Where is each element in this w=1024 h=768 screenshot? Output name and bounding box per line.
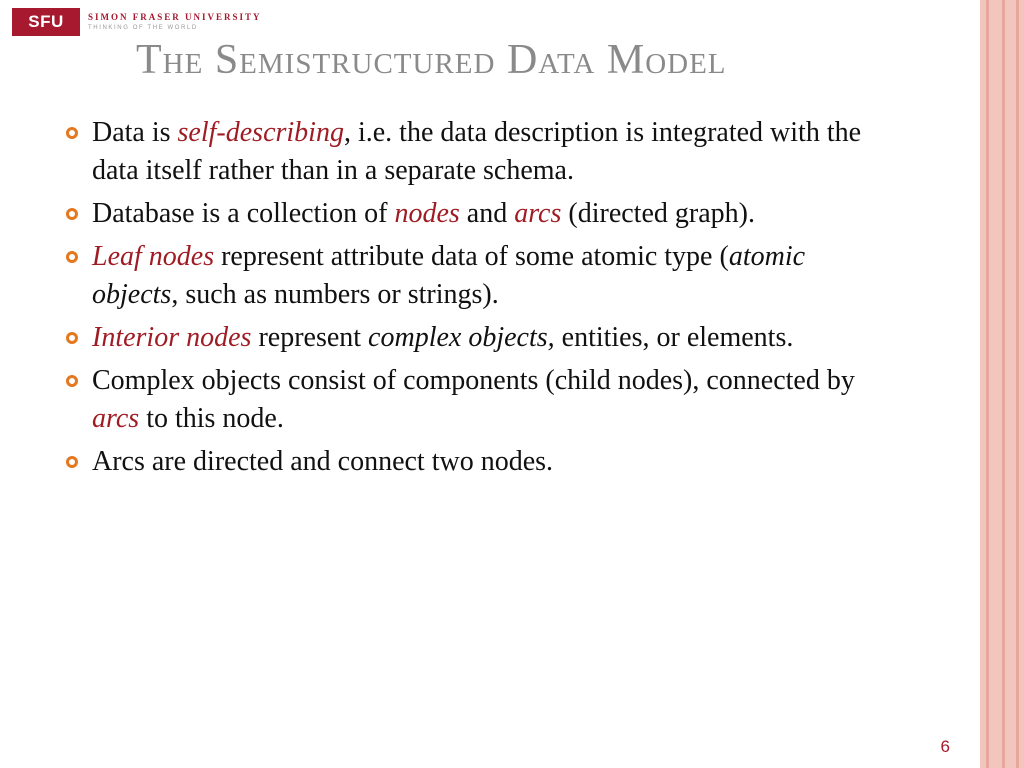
text-run: Database is a collection of [92, 198, 395, 229]
bullet-item [62, 443, 892, 481]
bullet-circle-icon [62, 319, 92, 357]
bullet-text [92, 238, 892, 314]
highlighted-term: arcs [92, 403, 140, 434]
bullet-item [62, 238, 892, 314]
sfu-logo-box: SFU [12, 8, 80, 36]
italic-term: complex objects, [368, 322, 555, 353]
bullet-text [92, 443, 892, 481]
decorative-stripes [980, 0, 1024, 768]
bullet-item [62, 319, 892, 357]
sfu-logo [12, 8, 262, 36]
bullet-circle-icon [62, 195, 92, 233]
stripe-line [986, 0, 989, 768]
slide-title: The Semistructured Data Model [136, 37, 727, 83]
bullet-item [62, 114, 892, 190]
bullet-item [62, 362, 892, 438]
bullet-circle-icon [62, 238, 92, 276]
bullet-list [62, 114, 892, 486]
highlighted-term: nodes [394, 198, 460, 229]
bullet-item [62, 195, 892, 233]
stripe-line [1016, 0, 1019, 768]
text-run: entities, or elements. [554, 322, 794, 353]
text-run: , such as numbers or strings). [171, 279, 499, 310]
highlighted-term: Interior nodes [92, 322, 252, 353]
bullet-circle-icon [62, 362, 92, 400]
highlighted-term: arcs [514, 198, 562, 229]
bullet-text [92, 319, 892, 357]
text-run: Complex objects consist of components (child nodes), connected by [92, 365, 855, 396]
bullet-circle-icon [62, 443, 92, 481]
text-run: represent [251, 322, 369, 353]
text-run: to this node. [139, 403, 284, 434]
text-run: (directed graph). [561, 198, 755, 229]
text-run: and [459, 198, 515, 229]
highlighted-term: self-describing [177, 117, 344, 148]
university-name: SIMON FRASER UNIVERSITY [88, 12, 262, 22]
text-run: , i.e. the data description is integrated with the data itself rather than in a separate schema. [92, 117, 862, 186]
bullet-text [92, 195, 892, 233]
text-run: Data is [92, 117, 178, 148]
stripe-line [1002, 0, 1005, 768]
text-run: Arcs are directed and connect two nodes. [92, 446, 554, 477]
text-run: represent attribute data of some atomic type ( [214, 241, 729, 272]
bullet-circle-icon [62, 114, 92, 152]
italic-term: atomic objects [92, 241, 806, 310]
page-number: 6 [940, 737, 950, 756]
sfu-logo-text [88, 13, 262, 31]
bullet-text [92, 362, 892, 438]
university-tagline: THINKING OF THE WORLD [88, 25, 198, 31]
bullet-text [92, 114, 892, 190]
highlighted-term: Leaf nodes [92, 241, 215, 272]
